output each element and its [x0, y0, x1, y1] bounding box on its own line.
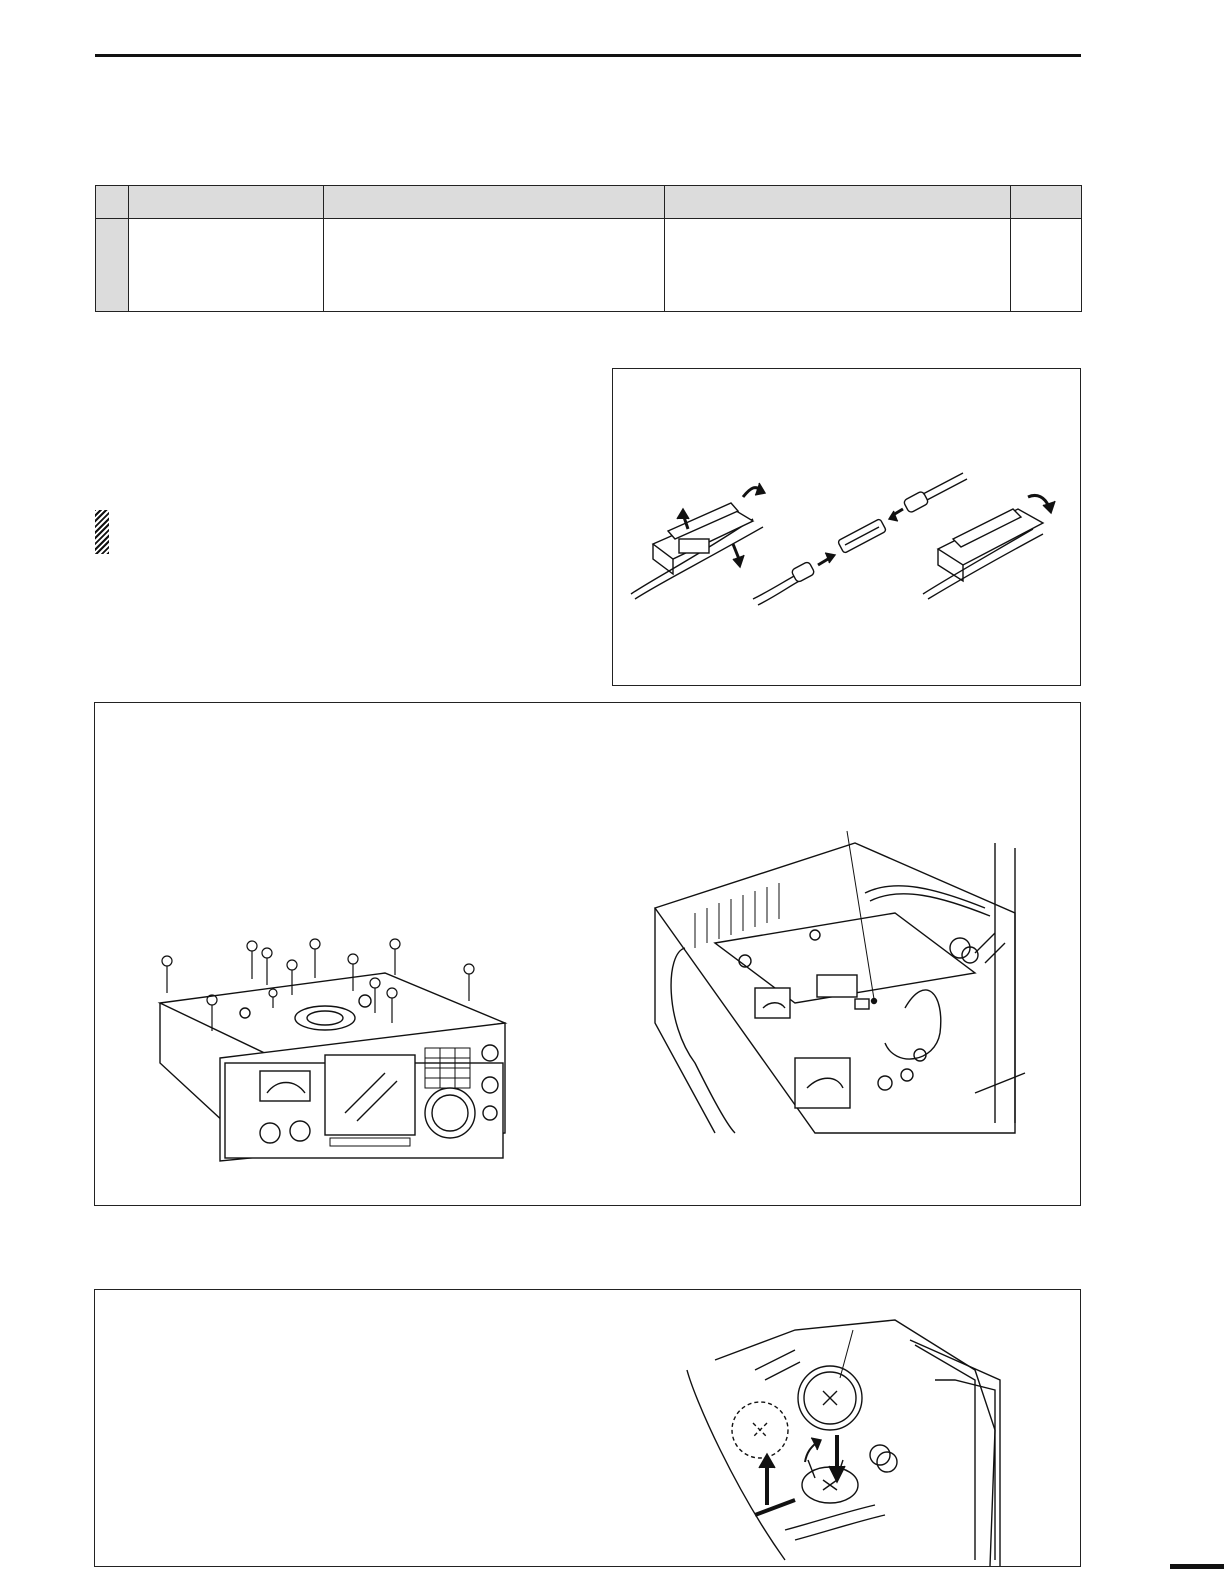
remove-arrow-icon	[755, 1454, 795, 1515]
chassis-interior-icon	[655, 843, 1025, 1133]
spec-table	[95, 185, 1082, 312]
fuse-holder-closed-icon	[923, 495, 1055, 599]
battery-compartment-icon	[687, 1320, 1000, 1566]
table-cell	[129, 219, 324, 312]
fuse-illustration	[613, 369, 1080, 685]
table-cell	[96, 219, 129, 312]
table-header-row	[96, 186, 1082, 219]
table-cell	[665, 219, 1011, 312]
lift-arrow-icon	[805, 1438, 821, 1462]
fuse-cable-left-icon	[753, 553, 835, 605]
battery-illustration	[95, 1290, 1080, 1566]
table-header-cell	[324, 186, 665, 219]
cover-removal-figure	[94, 702, 1081, 1206]
fuse-cable-right-icon	[889, 473, 967, 521]
table-header-cell	[96, 186, 129, 219]
fuse-holder-open-icon	[631, 483, 765, 599]
page-top-rule	[95, 54, 1081, 57]
backup-battery-figure	[94, 1289, 1081, 1567]
table-header-cell	[1011, 186, 1082, 219]
table-cell	[324, 219, 665, 312]
insert-arrow-icon	[829, 1435, 845, 1482]
fuse-icon	[838, 519, 887, 554]
fuse-replacement-figure	[612, 368, 1081, 686]
old-battery-icon	[732, 1402, 788, 1458]
table-header-cell	[129, 186, 324, 219]
internal-fuse-illustration	[95, 703, 1080, 1205]
table-cell	[1011, 219, 1082, 312]
page-edge-tab	[1170, 1564, 1224, 1569]
new-battery-icon	[798, 1366, 862, 1430]
table-header-cell	[665, 186, 1011, 219]
caution-hatch-marker	[95, 510, 109, 554]
table-row	[96, 219, 1082, 312]
